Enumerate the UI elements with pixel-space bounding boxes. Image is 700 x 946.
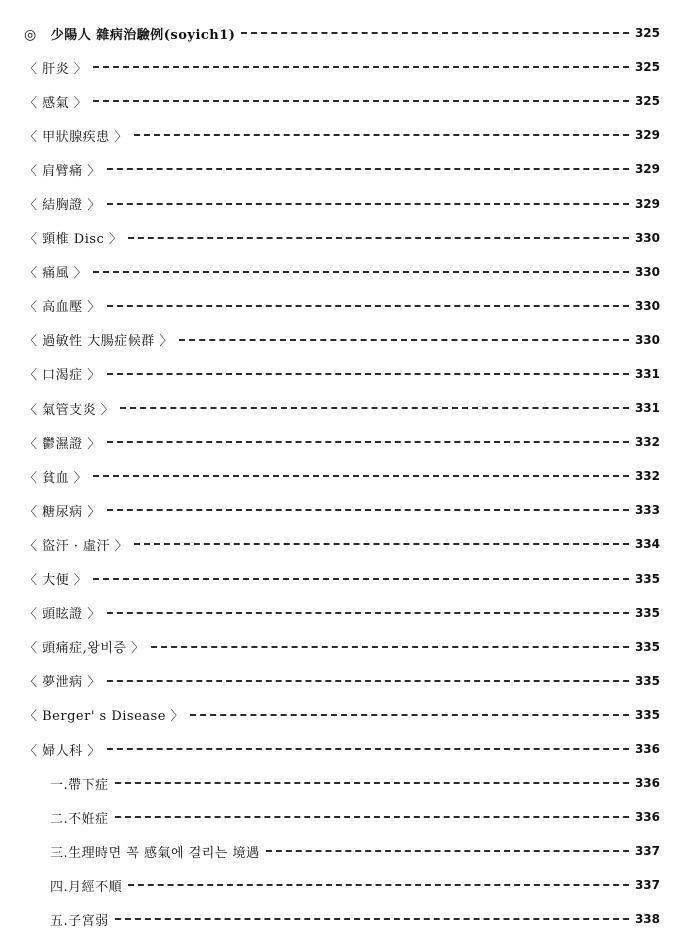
page-number: 325 [634, 94, 660, 109]
page-number: 335 [634, 707, 660, 722]
toc-entry [24, 186, 660, 220]
toc-entry [24, 357, 660, 391]
entry-label: 〈 口渴症 〉 [24, 368, 101, 384]
page-number: 335 [634, 605, 660, 620]
toc-entry [24, 84, 660, 118]
dot-leader [190, 714, 629, 716]
page-number: 336 [634, 810, 660, 825]
page-number: 330 [634, 230, 660, 245]
entry-label: 〈 大便 〉 [24, 573, 88, 589]
toc-entry [24, 323, 660, 357]
dot-leader [120, 407, 629, 409]
dot-leader [128, 237, 629, 239]
subentry-label: 三.生理時면 꼭 感氣에 걸리는 境遇 [50, 845, 260, 861]
toc-entry [24, 562, 660, 596]
entry-label: 〈 痛風 〉 [24, 266, 88, 282]
dot-leader [107, 373, 629, 375]
page-number: 336 [634, 776, 660, 791]
page-number: 331 [634, 366, 660, 381]
page-number: 329 [634, 196, 660, 211]
page-number: 329 [634, 162, 660, 177]
toc-entry [24, 221, 660, 255]
page-number: 335 [634, 571, 660, 586]
table-of-contents [24, 16, 660, 937]
dot-leader [134, 134, 629, 136]
toc-section-header [24, 16, 660, 50]
subentry-label: 一.帶下症 [50, 777, 109, 793]
dot-leader [93, 100, 629, 102]
toc-subentry [24, 834, 660, 868]
toc-entry [24, 527, 660, 561]
page-number: 332 [634, 469, 660, 484]
entry-label: 〈 高血壓 〉 [24, 300, 101, 316]
entry-label: 〈 夢泄病 〉 [24, 675, 101, 691]
dot-leader [107, 748, 629, 750]
entry-label: 〈 頸椎 Disc 〉 [24, 232, 123, 248]
page-number: 332 [634, 435, 660, 450]
page-number: 334 [634, 537, 660, 552]
dot-leader [115, 816, 629, 818]
section-title [24, 24, 239, 43]
entry-label: 〈 婦人科 〉 [24, 743, 101, 759]
subentry-label: 二.不姙症 [50, 811, 109, 827]
toc-entry [24, 664, 660, 698]
dot-leader [93, 475, 629, 477]
subentry-label: 五.子宮弱 [50, 913, 109, 929]
entry-label: 〈 盜汗 · 虛汗 〉 [24, 538, 129, 554]
entry-label: 〈 鬱濕證 〉 [24, 436, 101, 452]
toc-entry [24, 118, 660, 152]
toc-subentry [24, 902, 660, 936]
dot-leader [93, 578, 629, 580]
toc-entry [24, 596, 660, 630]
page-number: 335 [634, 639, 660, 654]
dot-leader [266, 850, 629, 852]
page-number: 338 [634, 912, 660, 927]
page-number: 330 [634, 264, 660, 279]
dot-leader [107, 203, 629, 205]
toc-entry [24, 732, 660, 766]
entry-label: 〈 Berger' s Disease 〉 [24, 709, 185, 725]
dot-leader [128, 884, 629, 886]
entry-label: 〈 過敏性 大腸症候群 〉 [24, 334, 173, 350]
page-number: 331 [634, 401, 660, 416]
toc-entry [24, 493, 660, 527]
entry-label: 〈 感氣 〉 [24, 95, 88, 111]
dot-leader [93, 271, 629, 273]
entry-label: 〈 貧血 〉 [24, 470, 88, 486]
dot-leader [107, 168, 629, 170]
toc-subentry [24, 868, 660, 902]
toc-entry [24, 630, 660, 664]
entry-label: 〈 頭痛症,왕비증 〉 [24, 641, 145, 657]
dot-leader [115, 782, 629, 784]
toc-subentry [24, 800, 660, 834]
dot-leader [107, 680, 629, 682]
dot-leader [107, 305, 629, 307]
entry-label: 〈 甲狀腺疾患 〉 [24, 129, 128, 145]
toc-entry [24, 698, 660, 732]
toc-entry [24, 152, 660, 186]
dot-leader [115, 918, 629, 920]
dot-leader [107, 441, 629, 443]
toc-entry [24, 391, 660, 425]
double-circle-bullet-icon: ◎ [24, 26, 37, 43]
entry-label: 〈 糖尿病 〉 [24, 504, 101, 520]
toc-entry [24, 425, 660, 459]
entry-label: 〈 結胸證 〉 [24, 198, 101, 214]
page-number: 330 [634, 298, 660, 313]
page-number: 337 [634, 844, 660, 859]
page-number: 336 [634, 742, 660, 757]
page-number: 330 [634, 332, 660, 347]
entry-label: 〈 氣管支炎 〉 [24, 402, 115, 418]
dot-leader [179, 339, 629, 341]
section-title-text: 少陽人 雜病治驗例(soyich1) [50, 27, 236, 43]
toc-entry [24, 255, 660, 289]
toc-entry [24, 50, 660, 84]
entry-label: 〈 頭眩證 〉 [24, 607, 101, 623]
page-number: 337 [634, 878, 660, 893]
entry-label: 〈 肩臂痛 〉 [24, 163, 101, 179]
page-number: 335 [634, 673, 660, 688]
toc-entry [24, 459, 660, 493]
dot-leader [241, 32, 628, 34]
page-number: 329 [634, 128, 660, 143]
page-number: 333 [634, 503, 660, 518]
page-number: 325 [634, 26, 660, 41]
dot-leader [93, 66, 629, 68]
page-number: 325 [634, 60, 660, 75]
toc-subentry [24, 766, 660, 800]
dot-leader [107, 612, 629, 614]
toc-entry [24, 289, 660, 323]
dot-leader [134, 543, 629, 545]
entry-label: 〈 肝炎 〉 [24, 61, 88, 77]
subentry-label: 四.月經不順 [50, 879, 123, 895]
dot-leader [151, 646, 629, 648]
dot-leader [107, 509, 629, 511]
